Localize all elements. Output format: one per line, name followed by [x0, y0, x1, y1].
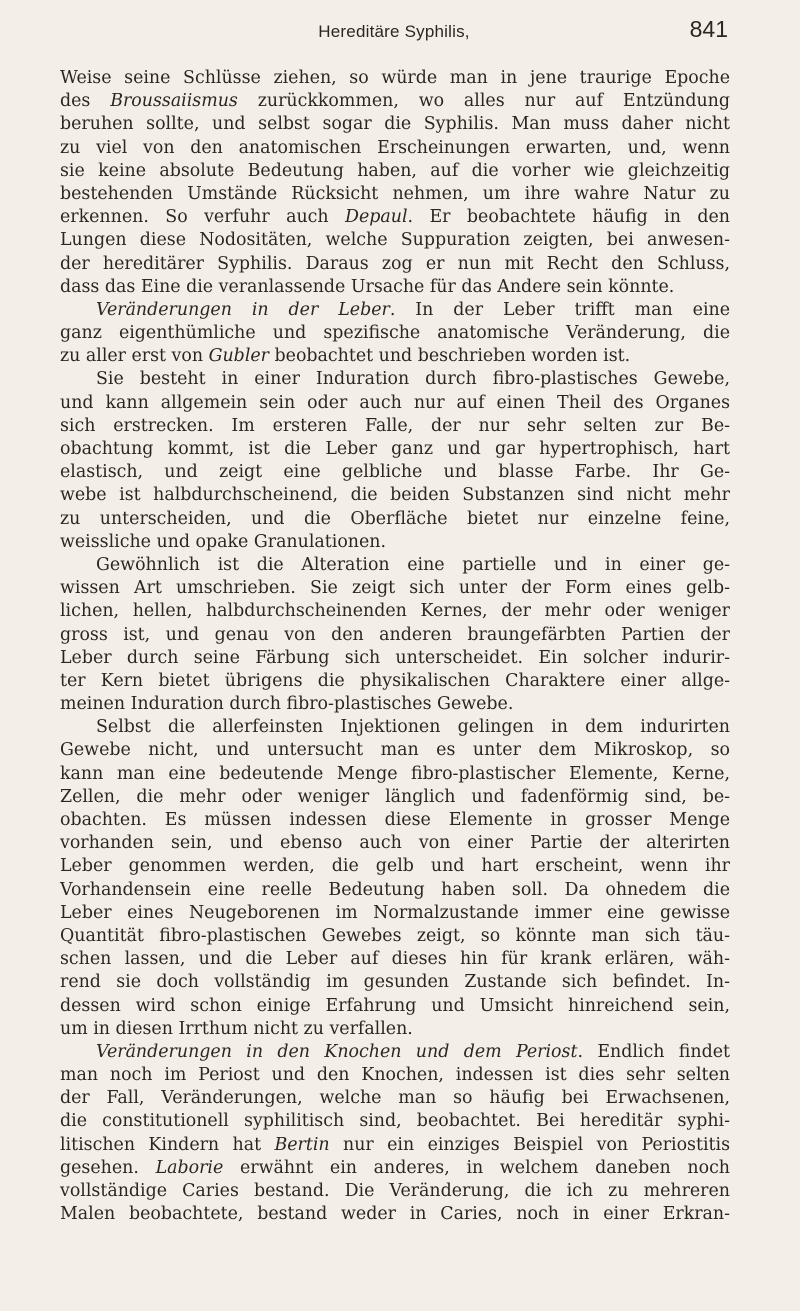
text-line: dass das Eine die veranlassende Ursache für das Andere sein könnte.	[60, 276, 675, 297]
text-line: und kann allgemein sein oder auch nur auf einen Theil des Organes	[60, 392, 730, 413]
text-line: obachten. Es müssen indessen diese Elemente in grosser Menge	[60, 810, 730, 830]
text-line: lichen, hellen, halbdurchscheinenden Kernes, der mehr oder weniger	[60, 601, 730, 622]
text-line: weissliche und opake Granulationen.	[60, 531, 387, 552]
text-line: Vorhandensein eine reelle Bedeutung haben soll. Da ohnedem die	[60, 879, 730, 900]
text-line: zu aller erst von Gubler beobachtet und beschrieben worden ist.	[60, 346, 631, 367]
text-line: Gewebe nicht, und untersucht man es unter dem Mikroskop, so	[60, 740, 730, 761]
text-line: webe ist halbdurchscheinend, die beiden Substanzen sind nicht mehr	[60, 485, 730, 506]
text-line: sich erstrecken. Im ersteren Falle, der nur sehr selten zur Be-	[60, 415, 730, 436]
body-text	[60, 67, 730, 1226]
text-line: Sie besteht in einer Induration durch fibro-plastisches Gewebe,	[96, 369, 730, 390]
text-line: die constitutionell syphilitisch sind, beobachtet. Bei hereditär syphi-	[60, 1111, 730, 1132]
text-line: Leber genommen werden, die gelb und hart erscheint, wenn ihr	[60, 856, 730, 877]
text-line: vorhanden sein, und ebenso auch von einer Partie der alterirten	[60, 833, 730, 854]
text-line: Zellen, die mehr oder weniger länglich und fadenförmig sind, be-	[60, 786, 730, 807]
text-line: litischen Kindern hat Bertin nur ein einziges Beispiel von Periostitis	[60, 1134, 730, 1155]
text-line: sie keine absolute Bedeutung haben, auf die vorher wie gleichzeitig	[60, 160, 730, 181]
text-line: um in diesen Irrthum nicht zu verfallen.	[60, 1018, 413, 1039]
text-line: meinen Induration durch fibro-plastisches Gewebe.	[60, 694, 514, 715]
text-line: Quantität fibro-plastischen Gewebes zeigt, so könnte man sich täu-	[60, 925, 730, 946]
text-line: Leber eines Neugeborenen im Normalzustande immer eine gewisse	[60, 902, 730, 923]
text-line: zu viel von den anatomischen Erscheinungen erwarten, und, wenn	[60, 137, 730, 158]
text-line: Selbst die allerfeinsten Injektionen gelingen in dem indurirten	[96, 717, 730, 738]
text-line: vollständige Caries bestand. Die Veränderung, die ich zu mehreren	[60, 1181, 730, 1201]
page-number: 841	[689, 16, 728, 42]
text-line: obachtung kommt, ist die Leber ganz und gar hypertrophisch, hart	[60, 439, 730, 459]
text-line: der Fall, Veränderungen, welche man so häufig bei Erwachsenen,	[60, 1088, 730, 1109]
text-line: Gewöhnlich ist die Alteration eine partielle und in einer ge-	[96, 554, 730, 575]
text-line: Lungen diese Nodositäten, welche Suppuration zeigten, bei anwesen-	[60, 230, 730, 251]
text-line: dessen wird schon einige Erfahrung und Umsicht hinreichend sein,	[60, 995, 730, 1016]
running-title: Hereditäre Syphilis,	[318, 22, 470, 41]
text-line: schen lassen, und die Leber auf dieses hin für krank erlären, wäh-	[60, 949, 730, 970]
text-line: erkennen. So verfuhr auch Depaul. Er beobachtete häufig in den	[60, 207, 730, 228]
text-line: wissen Art umschrieben. Sie zeigt sich unter der Form eines gelb-	[60, 578, 730, 599]
text-line: Leber durch seine Färbung sich unterscheidet. Ein solcher indurir-	[60, 647, 730, 668]
text-line: gesehen. Laborie erwähnt ein anderes, in welchem daneben noch	[60, 1157, 731, 1178]
text-line: elastisch, und zeigt eine gelbliche und blasse Farbe. Ihr Ge-	[60, 462, 730, 483]
text-line: rend sie doch vollständig im gesunden Zustande sich befindet. In-	[60, 972, 730, 993]
text-line: Weise seine Schlüsse ziehen, so würde man in jene traurige Epoche	[60, 68, 730, 88]
text-line: Veränderungen in der Leber. In der Leber trifft man eine	[96, 299, 730, 320]
text-line: ter Kern bietet übrigens die physikalischen Charaktere einer allge-	[60, 670, 730, 691]
text-line: zu unterscheiden, und die Oberfläche bietet nur einzelne feine,	[60, 508, 730, 529]
text-line: gross ist, und genau von den anderen braungefärbten Partien der	[60, 624, 730, 645]
text-line: ganz eigenthümliche und spezifische anatomische Veränderung, die	[60, 323, 730, 344]
text-line: man noch im Periost und den Knochen, indessen ist dies sehr selten	[60, 1065, 730, 1086]
page-header	[60, 14, 728, 48]
text-line: kann man eine bedeutende Menge fibro-plastischer Elemente, Kerne,	[60, 763, 730, 784]
text-line: Malen beobachtete, bestand weder in Caries, noch in einer Erkran-	[60, 1204, 730, 1225]
text-line: beruhen sollte, und selbst sogar die Syphilis. Man muss daher nicht	[60, 114, 730, 135]
text-line: des Broussaiismus zurückkommen, wo alles nur auf Entzündung	[60, 91, 730, 112]
text-line: bestehenden Umstände Rücksicht nehmen, um ihre wahre Natur zu	[60, 183, 730, 204]
text-line: der hereditärer Syphilis. Daraus zog er nun mit Recht den Schluss,	[60, 253, 730, 274]
text-line: Veränderungen in den Knochen und dem Periost. Endlich findet	[96, 1041, 731, 1062]
